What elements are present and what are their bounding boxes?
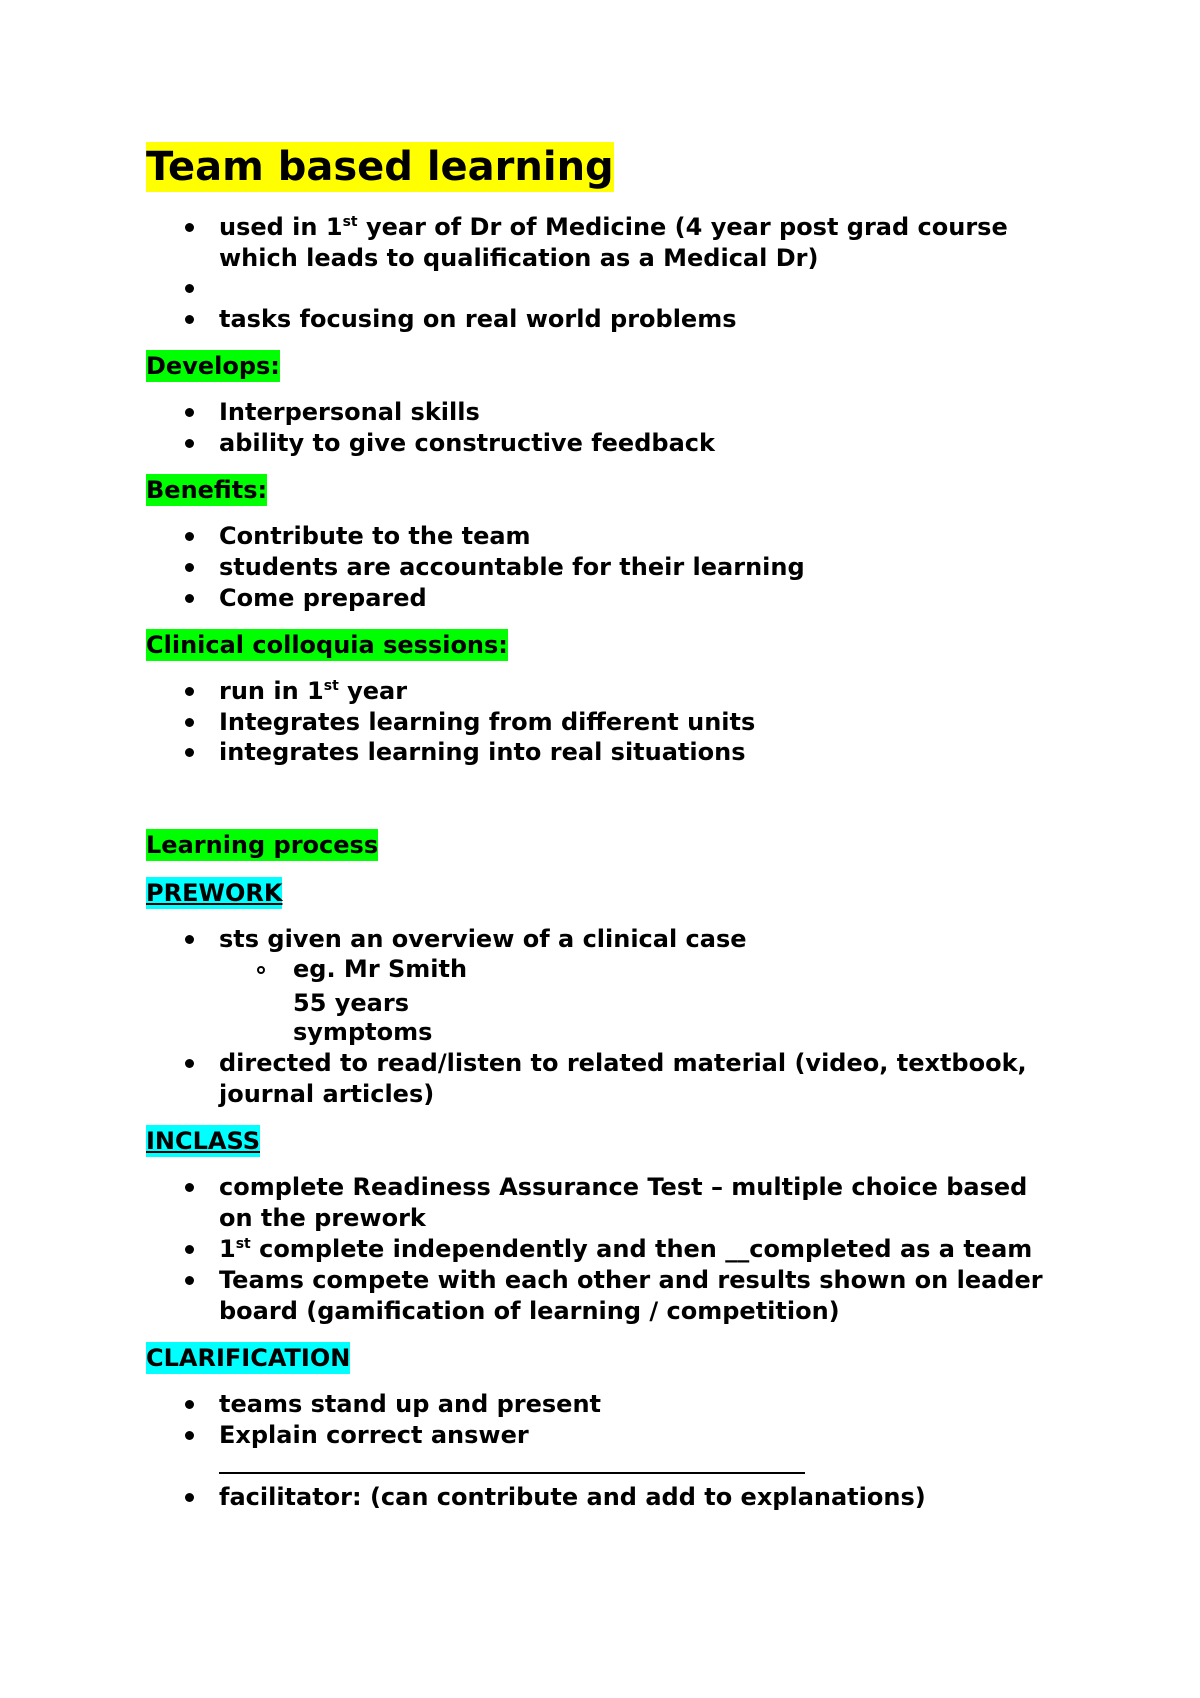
clinical-item: integrates learning into real situations: [219, 738, 746, 766]
prework-sub-item-line: symptoms: [293, 1018, 433, 1046]
intro-item-course-text-cont: year of Dr of Medicine (4 year post grad course: [357, 213, 1008, 241]
prework-sub-item: eg. Mr Smith: [293, 955, 468, 983]
page-title: Team based learning: [146, 144, 614, 190]
bullet-icon: [185, 718, 194, 727]
bullet-icon: [185, 563, 194, 572]
intro-item-course-line2: which leads to qualification as a Medical Dr): [219, 244, 819, 272]
inclass-item-line2: board (gamification of learning / competition): [219, 1297, 840, 1325]
bullet-icon: [185, 1400, 194, 1409]
bullet-icon: [185, 223, 194, 232]
benefits-item: students are accountable for their learning: [219, 553, 805, 581]
inclass-item-first: [219, 1234, 1032, 1265]
bullet-icon: [185, 315, 194, 324]
develops-item: ability to give constructive feedback: [219, 429, 715, 457]
learning-process-heading: Learning process: [146, 831, 379, 859]
bullet-icon: [185, 594, 194, 603]
inclass-item-first-text-cont: complete independently and then __completed as a team: [250, 1235, 1033, 1263]
bullet-icon: [185, 408, 194, 417]
clarification-item: teams stand up and present: [219, 1390, 602, 1418]
prework-item: sts given an overview of a clinical case: [219, 925, 747, 953]
bullet-icon: [185, 1431, 194, 1440]
intro-item-course-text: used in 1: [219, 213, 343, 241]
inclass-item-line2: on the prework: [219, 1204, 426, 1232]
inclass-item: complete Readiness Assurance Test – multiple choice based: [219, 1173, 1028, 1201]
prework-item: directed to read/listen to related material (video, textbook,: [219, 1049, 1027, 1077]
bullet-icon: [185, 1276, 194, 1285]
bullet-icon: [185, 687, 194, 696]
ordinal-suffix: st: [342, 214, 358, 230]
bullet-icon: [185, 1059, 194, 1068]
bullet-icon: [185, 284, 194, 293]
bullet-icon: [185, 1183, 194, 1192]
benefits-heading: Benefits:: [146, 476, 268, 504]
intro-item-tasks: tasks focusing on real world problems: [219, 305, 737, 333]
ordinal-suffix: st: [235, 1236, 251, 1252]
horizontal-rule: [219, 1472, 805, 1474]
inclass-item-first-text: 1: [219, 1235, 236, 1263]
prework-sub-item-line: 55 years: [293, 989, 409, 1017]
benefits-item: Come prepared: [219, 584, 427, 612]
clinical-item-run: [219, 676, 407, 707]
clinical-item-run-text: run in 1: [219, 677, 324, 705]
inclass-item: Teams compete with each other and results shown on leader: [219, 1266, 1043, 1294]
bullet-icon: [185, 439, 194, 448]
inclass-heading: INCLASS: [146, 1127, 260, 1155]
ordinal-suffix: st: [323, 678, 339, 694]
clinical-item-run-text-cont: year: [338, 677, 408, 705]
develops-heading: Develops:: [146, 352, 280, 380]
prework-heading: PREWORK: [146, 879, 283, 907]
bullet-icon: [185, 532, 194, 541]
sub-bullet-icon: [257, 966, 265, 974]
develops-item: Interpersonal skills: [219, 398, 480, 426]
clarification-item: Explain correct answer: [219, 1421, 529, 1449]
clinical-heading: Clinical colloquia sessions:: [146, 631, 508, 659]
bullet-icon: [185, 1245, 194, 1254]
prework-item-line2: journal articles): [219, 1080, 435, 1108]
clinical-item: Integrates learning from different units: [219, 708, 756, 736]
bullet-icon: [185, 748, 194, 757]
bullet-icon: [185, 935, 194, 944]
benefits-item: Contribute to the team: [219, 522, 531, 550]
bullet-icon: [185, 1493, 194, 1502]
clarification-heading: CLARIFICATION: [146, 1344, 351, 1372]
clarification-item: facilitator: (can contribute and add to explanations): [219, 1483, 926, 1511]
intro-item-course: [219, 212, 1008, 243]
